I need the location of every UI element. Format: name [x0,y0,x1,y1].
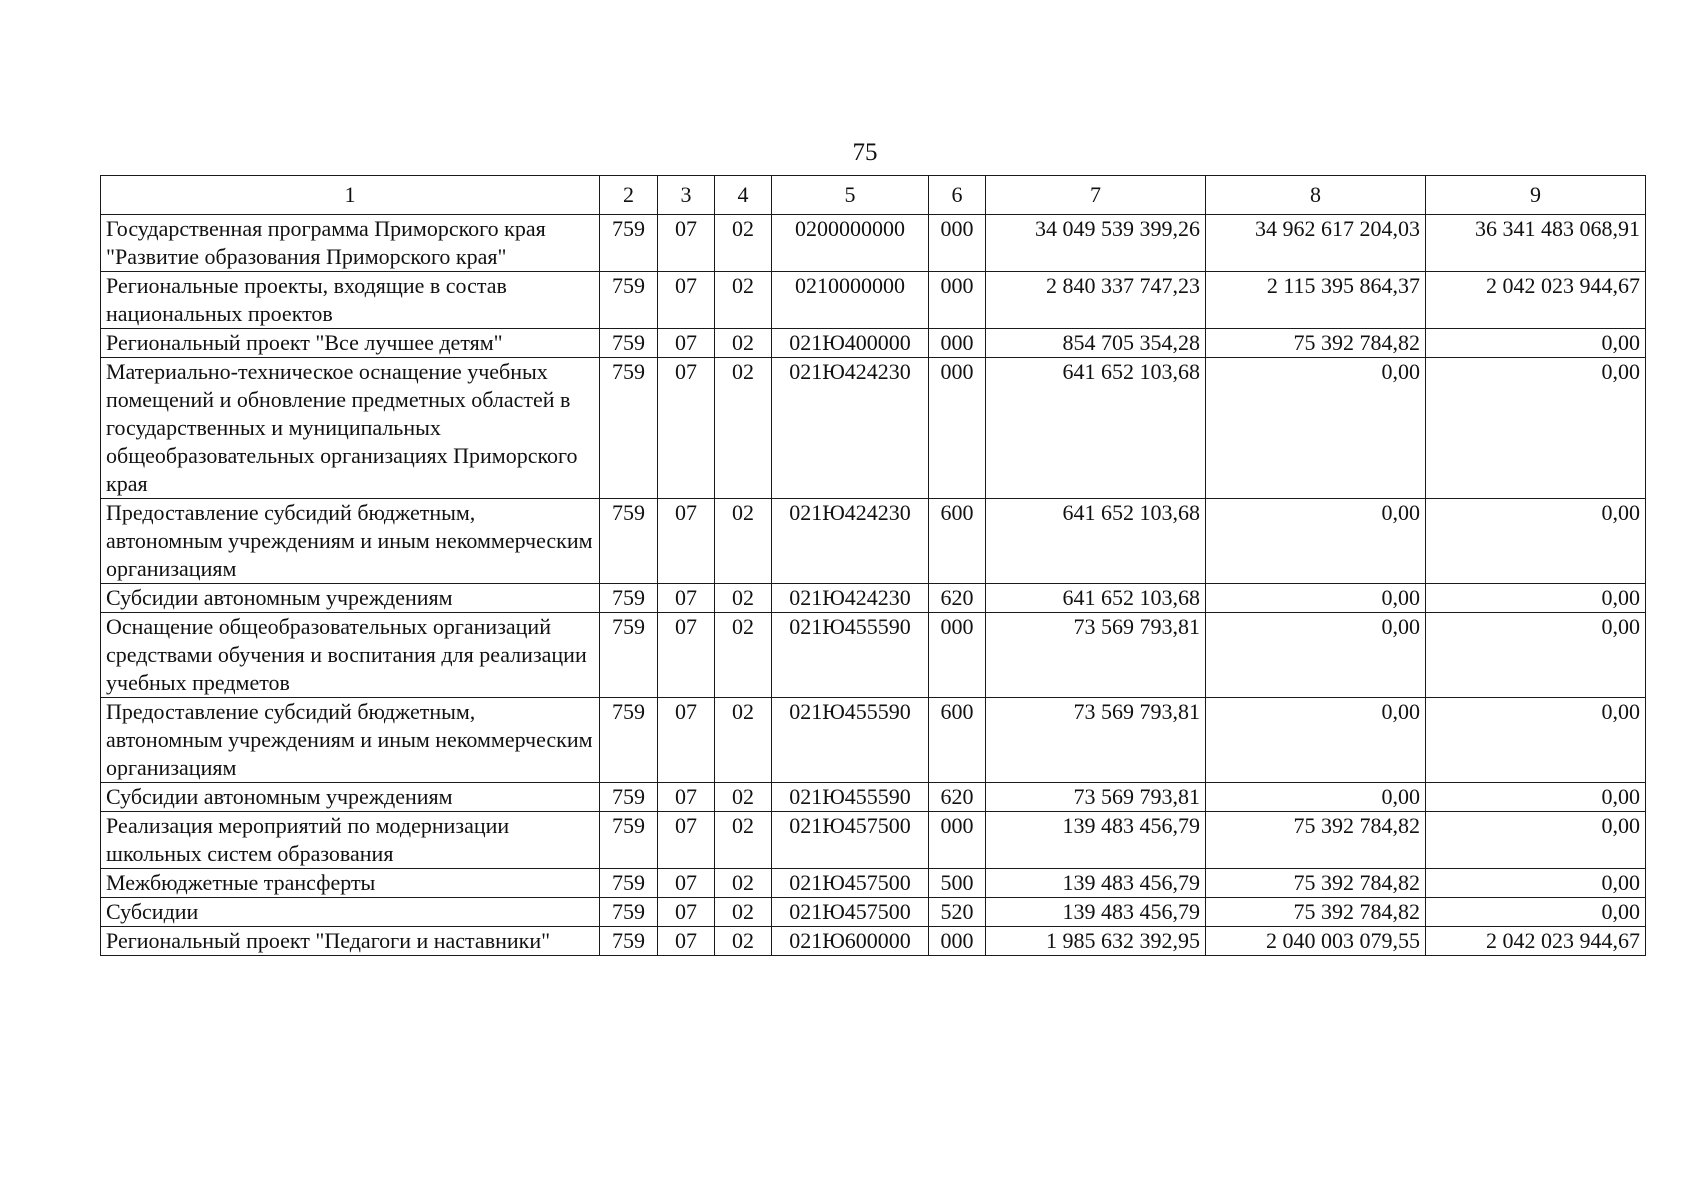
column-header: 6 [929,176,986,215]
expense-type-cell: 000 [929,329,986,358]
table-row [101,698,1646,783]
target-article-cell: 021Ю424230 [772,499,929,584]
subsection-cell: 02 [715,329,772,358]
amount-col7-cell: 641 652 103,68 [986,499,1206,584]
section-cell: 07 [658,272,715,329]
expense-type-cell: 600 [929,499,986,584]
section-cell: 07 [658,783,715,812]
target-article-cell: 0210000000 [772,272,929,329]
amount-col8-cell: 0,00 [1206,499,1426,584]
amount-col9-cell: 0,00 [1426,698,1646,783]
target-article-cell: 021Ю457500 [772,869,929,898]
target-article-cell: 021Ю457500 [772,812,929,869]
amount-col8-cell: 2 040 003 079,55 [1206,927,1426,956]
amount-col8-cell: 0,00 [1206,613,1426,698]
amount-col9-cell: 0,00 [1426,329,1646,358]
admin-code-cell: 759 [600,898,658,927]
section-cell: 07 [658,812,715,869]
expense-type-cell: 500 [929,869,986,898]
admin-code-cell: 759 [600,869,658,898]
target-article-cell: 021Ю424230 [772,358,929,499]
amount-col7-cell: 139 483 456,79 [986,812,1206,869]
table-row [101,613,1646,698]
expense-type-cell: 600 [929,698,986,783]
amount-col8-cell: 75 392 784,82 [1206,898,1426,927]
expense-type-cell: 000 [929,927,986,956]
subsection-cell: 02 [715,698,772,783]
amount-col9-cell: 0,00 [1426,812,1646,869]
amount-col7-cell: 2 840 337 747,23 [986,272,1206,329]
admin-code-cell: 759 [600,272,658,329]
target-article-cell: 021Ю455590 [772,783,929,812]
amount-col8-cell: 0,00 [1206,783,1426,812]
amount-col7-cell: 139 483 456,79 [986,869,1206,898]
amount-col7-cell: 139 483 456,79 [986,898,1206,927]
amount-col7-cell: 34 049 539 399,26 [986,215,1206,272]
amount-col7-cell: 854 705 354,28 [986,329,1206,358]
amount-col9-cell: 0,00 [1426,584,1646,613]
table-row [101,272,1646,329]
admin-code-cell: 759 [600,329,658,358]
expense-type-cell: 000 [929,215,986,272]
section-cell: 07 [658,215,715,272]
amount-col9-cell: 2 042 023 944,67 [1426,272,1646,329]
target-article-cell: 021Ю455590 [772,698,929,783]
admin-code-cell: 759 [600,613,658,698]
amount-col9-cell: 0,00 [1426,613,1646,698]
amount-col8-cell: 0,00 [1206,358,1426,499]
table-row [101,215,1646,272]
table-row [101,783,1646,812]
subsection-cell: 02 [715,584,772,613]
section-cell: 07 [658,358,715,499]
table-row [101,869,1646,898]
amount-col8-cell: 0,00 [1206,584,1426,613]
amount-col7-cell: 641 652 103,68 [986,358,1206,499]
section-cell: 07 [658,869,715,898]
subsection-cell: 02 [715,215,772,272]
column-header: 3 [658,176,715,215]
table-row [101,927,1646,956]
target-article-cell: 021Ю600000 [772,927,929,956]
section-cell: 07 [658,898,715,927]
section-cell: 07 [658,613,715,698]
row-name-cell: Государственная программа Приморского края "Развитие образования Приморского края" [101,215,600,272]
expense-type-cell: 000 [929,613,986,698]
table-row [101,584,1646,613]
admin-code-cell: 759 [600,927,658,956]
column-header: 4 [715,176,772,215]
table-row [101,358,1646,499]
table-row [101,329,1646,358]
row-name-cell: Предоставление субсидий бюджетным, автономным учреждениям и иным некоммерческим организациям [101,698,600,783]
column-header: 2 [600,176,658,215]
admin-code-cell: 759 [600,812,658,869]
target-article-cell: 021Ю455590 [772,613,929,698]
expense-type-cell: 000 [929,358,986,499]
subsection-cell: 02 [715,869,772,898]
amount-col9-cell: 0,00 [1426,358,1646,499]
admin-code-cell: 759 [600,584,658,613]
subsection-cell: 02 [715,812,772,869]
column-header: 9 [1426,176,1646,215]
row-name-cell: Субсидии автономным учреждениям [101,584,600,613]
column-header: 7 [986,176,1206,215]
column-header: 1 [101,176,600,215]
expense-type-cell: 520 [929,898,986,927]
amount-col7-cell: 73 569 793,81 [986,613,1206,698]
amount-col7-cell: 641 652 103,68 [986,584,1206,613]
row-name-cell: Реализация мероприятий по модернизации школьных систем образования [101,812,600,869]
row-name-cell: Субсидии [101,898,600,927]
expense-type-cell: 000 [929,272,986,329]
column-header: 5 [772,176,929,215]
amount-col8-cell: 34 962 617 204,03 [1206,215,1426,272]
row-name-cell: Региональный проект "Все лучшее детям" [101,329,600,358]
target-article-cell: 021Ю400000 [772,329,929,358]
amount-col7-cell: 1 985 632 392,95 [986,927,1206,956]
amount-col9-cell: 0,00 [1426,898,1646,927]
subsection-cell: 02 [715,898,772,927]
column-header: 8 [1206,176,1426,215]
table-header-row [101,176,1646,215]
table-row [101,499,1646,584]
amount-col8-cell: 75 392 784,82 [1206,812,1426,869]
row-name-cell: Межбюджетные трансферты [101,869,600,898]
subsection-cell: 02 [715,783,772,812]
admin-code-cell: 759 [600,358,658,499]
amount-col9-cell: 0,00 [1426,869,1646,898]
amount-col8-cell: 2 115 395 864,37 [1206,272,1426,329]
table-row [101,898,1646,927]
row-name-cell: Субсидии автономным учреждениям [101,783,600,812]
subsection-cell: 02 [715,927,772,956]
section-cell: 07 [658,698,715,783]
row-name-cell: Оснащение общеобразовательных организаций средствами обучения и воспитания для реализации учебных предметов [101,613,600,698]
admin-code-cell: 759 [600,215,658,272]
subsection-cell: 02 [715,613,772,698]
target-article-cell: 021Ю424230 [772,584,929,613]
amount-col7-cell: 73 569 793,81 [986,698,1206,783]
section-cell: 07 [658,584,715,613]
amount-col8-cell: 0,00 [1206,698,1426,783]
amount-col8-cell: 75 392 784,82 [1206,329,1426,358]
table-row [101,812,1646,869]
row-name-cell: Региональные проекты, входящие в состав национальных проектов [101,272,600,329]
target-article-cell: 021Ю457500 [772,898,929,927]
amount-col9-cell: 2 042 023 944,67 [1426,927,1646,956]
row-name-cell: Материально-техническое оснащение учебных помещений и обновление предметных областей в государственных и муниципальных общеобразовательных организациях Приморского края [101,358,600,499]
subsection-cell: 02 [715,499,772,584]
amount-col9-cell: 0,00 [1426,499,1646,584]
admin-code-cell: 759 [600,499,658,584]
row-name-cell: Региональный проект "Педагоги и наставники" [101,927,600,956]
row-name-cell: Предоставление субсидий бюджетным, автономным учреждениям и иным некоммерческим организациям [101,499,600,584]
expense-type-cell: 620 [929,783,986,812]
amount-col8-cell: 75 392 784,82 [1206,869,1426,898]
target-article-cell: 0200000000 [772,215,929,272]
amount-col9-cell: 0,00 [1426,783,1646,812]
subsection-cell: 02 [715,358,772,499]
budget-table [100,175,1646,956]
admin-code-cell: 759 [600,783,658,812]
section-cell: 07 [658,329,715,358]
expense-type-cell: 000 [929,812,986,869]
amount-col9-cell: 36 341 483 068,91 [1426,215,1646,272]
section-cell: 07 [658,499,715,584]
section-cell: 07 [658,927,715,956]
amount-col7-cell: 73 569 793,81 [986,783,1206,812]
admin-code-cell: 759 [600,698,658,783]
page-number: 75 [852,139,878,166]
subsection-cell: 02 [715,272,772,329]
expense-type-cell: 620 [929,584,986,613]
